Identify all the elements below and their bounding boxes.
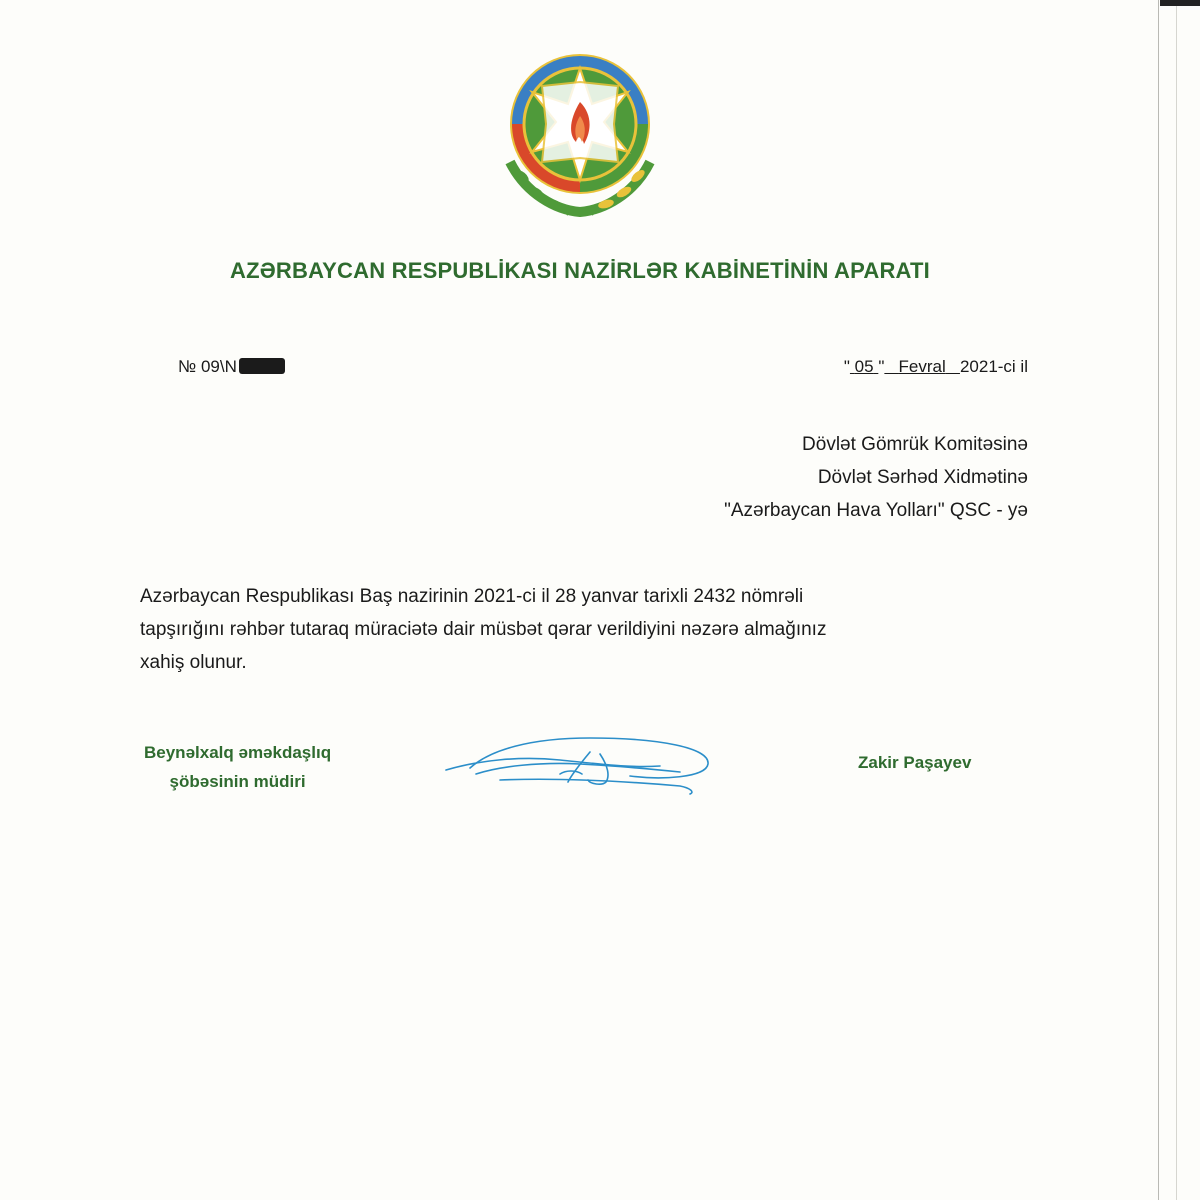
recipient-line: Dövlət Gömrük Komitəsinə: [802, 434, 1028, 455]
recipient-line: Dövlət Sərhəd Xidmətinə: [817, 467, 1028, 488]
letter-body: [140, 580, 1020, 679]
body-line: tapşırığını rəhbər tutaraq müraciətə dair müsbət qərar verildiyini nəzərə almağınız: [140, 619, 827, 640]
signatory-name: Zakir Paşayev: [858, 753, 972, 772]
signatory-position-line: şöbəsinin müdiri: [169, 772, 306, 791]
recipients-block: [724, 428, 1028, 527]
signatory-position: [144, 738, 331, 796]
date-quote-close: ": [878, 357, 885, 376]
page-edge-line: [1158, 0, 1159, 1200]
date-day: 05: [854, 357, 874, 376]
date-year: 2021-ci il: [959, 357, 1028, 376]
page-edge-corner: [1160, 0, 1200, 6]
handwritten-signature: [440, 730, 720, 800]
state-emblem-icon: [496, 44, 664, 220]
document-number: [178, 357, 285, 377]
body-line: xahiş olunur.: [140, 652, 247, 673]
date-month: Fevral: [898, 357, 946, 376]
redaction-mark: [239, 358, 285, 374]
document-date: [844, 357, 1028, 377]
body-line: Azərbaycan Respublikası Baş nazirinin 2021-ci il 28 yanvar tarixli 2432 nömrəli: [140, 586, 804, 607]
signatory-position-line: Beynəlxalq əməkdaşlıq: [144, 743, 332, 762]
document-title: AZƏRBAYCAN RESPUBLİKASI NAZİRLƏR KABİNETİNİN APARATI: [230, 258, 930, 283]
recipient-line: "Azərbaycan Hava Yolları" QSC - yə: [724, 500, 1028, 521]
page-edge-line-secondary: [1176, 0, 1177, 1200]
document-number-label: № 09\N: [178, 357, 237, 376]
date-quote-open: ": [843, 357, 850, 376]
